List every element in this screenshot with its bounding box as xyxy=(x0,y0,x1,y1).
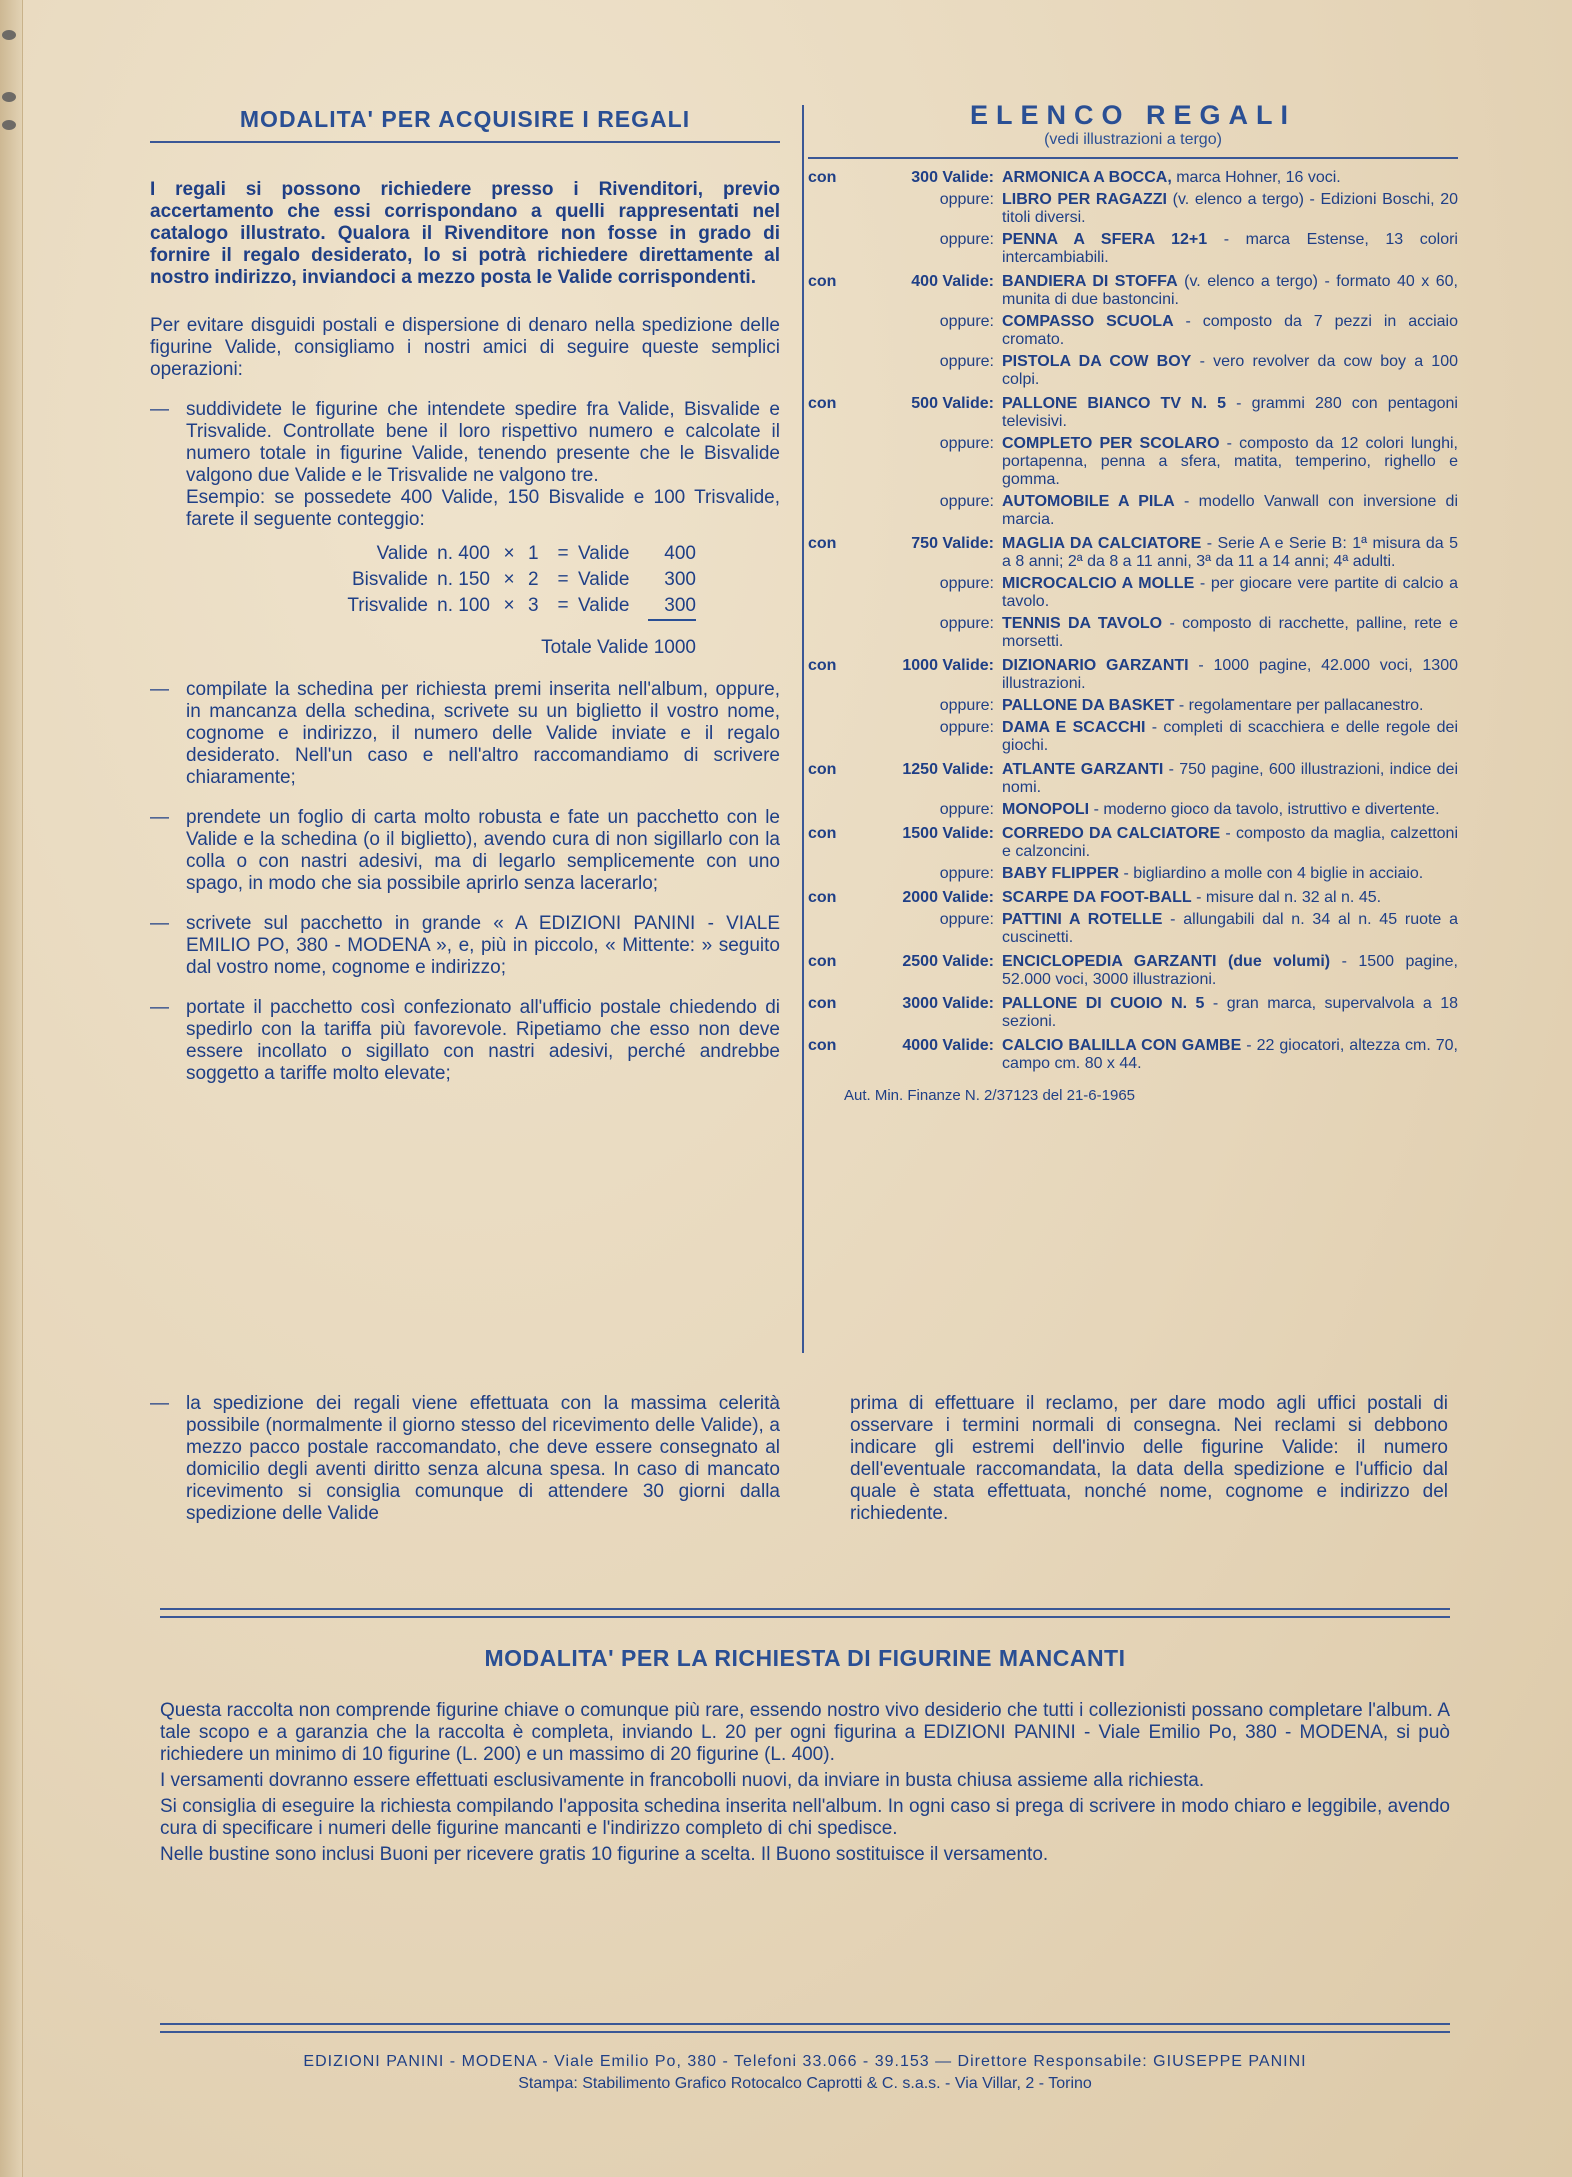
gift-con-label: con xyxy=(808,825,837,842)
gift-valide-threshold: 750 Valide: xyxy=(911,535,994,552)
count-label: Valide xyxy=(578,569,630,590)
equals-sign: = xyxy=(557,569,569,590)
gift-description: - marca Estense, 13 colori intercambiabili. xyxy=(1002,231,1458,266)
count-multiplier: 2 xyxy=(528,569,539,590)
binding-ring xyxy=(2,92,16,102)
gift-oppure-label: oppure: xyxy=(939,435,994,452)
gift-name: PATTINI A ROTELLE xyxy=(1002,911,1163,928)
gift-row xyxy=(808,535,1458,571)
count-multiplier: 1 xyxy=(528,543,539,564)
section-divider xyxy=(160,1608,1450,1618)
bullet-text: scrivete sul pacchetto in grande « A EDIZIONI PANINI - VIALE EMILIO PO, 380 - MODENA », e, più in piccolo, « Mittente: » seguito dal vostro nome, cognome e indirizzo; xyxy=(186,913,780,978)
times-sign: × xyxy=(503,595,515,616)
count-table xyxy=(186,541,780,661)
gift-description: - regolamentare per pallacanestro. xyxy=(1178,697,1424,714)
gift-description: - Serie A e Serie B: 1ª misura da 5 a 8 anni; 2ª da 8 a 11 anni, 3ª da 11 a 14 anni; 4ª adulti. xyxy=(1002,535,1459,570)
gift-oppure-label: oppure: xyxy=(939,575,994,592)
count-label: Valide xyxy=(578,543,630,564)
instructions-paragraph: Per evitare disguidi postali e dispersione di denaro nella spedizione delle figurine Valide, consigliamo i nostri amici di seguire queste semplici operazioni: xyxy=(150,315,780,380)
missing-paragraph: Questa raccolta non comprende figurine chiave o comunque più rare, essendo nostro vivo desiderio che tutti i collezionisti possano completare l'album. A tale scopo e a garanzia che la raccolta è completa, inviando L. 20 per ogni figurina a EDIZIONI PANINI - Viale Emilio Po, 380 - MODENA, si può richiedere un minimo di 10 figurine (L. 200) e un massimo di 20 figurine (L. 400). xyxy=(160,1700,1450,1765)
left-title-rule xyxy=(150,141,780,143)
gift-valide-threshold: 3000 Valide: xyxy=(902,995,994,1012)
gift-list xyxy=(808,169,1458,1073)
gift-row xyxy=(808,353,1458,389)
gift-name: DIZIONARIO GARZANTI xyxy=(1002,657,1189,674)
gift-description: - per giocare vere partite di calcio a tavolo. xyxy=(1002,575,1459,610)
bullet-item xyxy=(150,913,780,979)
count-name: Valide xyxy=(376,543,428,564)
gift-group xyxy=(808,395,1458,529)
count-number: n. 400 xyxy=(437,543,490,564)
count-row xyxy=(186,541,780,567)
count-row xyxy=(186,593,780,621)
gift-valide-threshold: 2000 Valide: xyxy=(902,889,994,906)
gift-name: BANDIERA DI STOFFA xyxy=(1002,273,1178,290)
gift-row xyxy=(808,231,1458,267)
gift-oppure-label: oppure: xyxy=(939,801,994,818)
gift-description: - composto da maglia, calzettoni e calzoncini. xyxy=(1002,825,1458,860)
gift-name: DAMA E SCACCHI xyxy=(1002,719,1146,736)
gift-group xyxy=(808,889,1458,947)
equals-sign: = xyxy=(557,595,569,616)
gift-con-label: con xyxy=(808,273,837,290)
gift-row xyxy=(808,1037,1458,1073)
bullet-dash: — xyxy=(150,1393,169,1414)
gift-description: - composto da 12 colori lunghi, portapenna, penna a sfera, matita, temperino, righello e gomma. xyxy=(1002,435,1458,488)
gift-name: SCARPE DA FOOT-BALL xyxy=(1002,889,1192,906)
gift-description: - 1000 pagine, 42.000 voci, 1300 illustrazioni. xyxy=(1002,657,1459,692)
bullet-dash: — xyxy=(150,913,169,934)
gift-description: - grammi 280 con pentagoni televisivi. xyxy=(1002,395,1458,430)
gift-row xyxy=(808,889,1458,907)
gift-row xyxy=(808,313,1458,349)
gift-oppure-label: oppure: xyxy=(939,493,994,510)
footer xyxy=(160,2052,1450,2094)
count-number: n. 150 xyxy=(437,569,490,590)
gift-row xyxy=(808,911,1458,947)
gift-name: COMPASSO SCUOLA xyxy=(1002,313,1174,330)
count-value: 300 xyxy=(664,569,696,590)
gift-oppure-label: oppure: xyxy=(939,719,994,736)
gift-row xyxy=(808,719,1458,755)
gift-name: COMPLETO PER SCOLARO xyxy=(1002,435,1220,452)
bullet-text: prendete un foglio di carta molto robusta e fate un pacchetto con le Valide e la schedina (o il biglietto), avendo cura di non sigillarlo con la colla o con nastri adesivi, ma di legarlo semplicemente con uno spago, in modo che sia possibile aprirlo senza lacerarlo; xyxy=(186,807,780,894)
gift-row xyxy=(808,575,1458,611)
gift-con-label: con xyxy=(808,761,837,778)
gift-valide-threshold: 1500 Valide: xyxy=(902,825,994,842)
gift-con-label: con xyxy=(808,889,837,906)
gift-group xyxy=(808,995,1458,1031)
gift-description: (v. elenco a tergo) - Edizioni Boschi, 20 titoli diversi. xyxy=(1002,191,1459,226)
gift-description: - modello Vanwall con inversione di marcia. xyxy=(1002,493,1458,528)
gift-group xyxy=(808,657,1458,755)
gift-description: - 1500 pagine, 52.000 voci, 3000 illustrazioni. xyxy=(1002,953,1458,988)
bullet-dash: — xyxy=(150,807,169,828)
count-value: 400 xyxy=(664,543,696,564)
binding-edge xyxy=(0,0,23,2177)
gift-row xyxy=(808,761,1458,797)
gift-name: MAGLIA DA CALCIATORE xyxy=(1002,535,1202,552)
continuation-paragraph: prima di effettuare il reclamo, per dare modo agli uffici postali di osservare i termini normali di consegna. Nei reclami si debbono indicare gli estremi dell'invio delle figurine Valide: il numero dell'eventuale raccomandata, la data della spedizione e l'ufficio dal quale è stata effettuata, nonché nome, cognome e indirizzo del richiedente. xyxy=(850,1393,1448,1524)
gift-valide-threshold: 2500 Valide: xyxy=(902,953,994,970)
gift-con-label: con xyxy=(808,995,837,1012)
gift-valide-threshold: 400 Valide: xyxy=(911,273,994,290)
times-sign: × xyxy=(503,569,515,590)
count-name: Bisvalide xyxy=(351,569,428,590)
gift-name: PISTOLA DA COW BOY xyxy=(1002,353,1192,370)
gift-valide-threshold: 500 Valide: xyxy=(911,395,994,412)
gift-name: ATLANTE GARZANTI xyxy=(1002,761,1164,778)
binding-ring xyxy=(2,120,16,130)
left-column xyxy=(150,100,780,1085)
missing-paragraph: I versamenti dovranno essere effettuati esclusivamente in francobolli nuovi, da inviare in busta chiusa assieme alla richiesta. xyxy=(160,1770,1205,1791)
gift-list-subtitle: (vedi illustrazioni a tergo) xyxy=(1044,131,1222,148)
gift-row xyxy=(808,273,1458,309)
gift-row xyxy=(808,191,1458,227)
gift-description: marca Hohner, 16 voci. xyxy=(1176,169,1341,186)
gift-group xyxy=(808,535,1458,651)
gift-row xyxy=(808,697,1458,715)
gift-list-title: ELENCO REGALI xyxy=(969,100,1296,130)
authorization-note: Aut. Min. Finanze N. 2/37123 del 21-6-1965 xyxy=(844,1087,1136,1104)
gift-row xyxy=(808,615,1458,651)
gift-oppure-label: oppure: xyxy=(939,353,994,370)
gift-description: - 750 pagine, 600 illustrazioni, indice dei nomi. xyxy=(1002,761,1459,796)
footer-divider xyxy=(160,2023,1450,2033)
missing-paragraph: Nelle bustine sono inclusi Buoni per ricevere gratis 10 figurine a scelta. Il Buono sostituisce il versamento. xyxy=(160,1844,1049,1865)
gift-row xyxy=(808,953,1458,989)
bullet-item xyxy=(150,399,780,661)
bullet-dash: — xyxy=(150,399,169,420)
gift-description: - vero revolver da cow boy a 100 colpi. xyxy=(1002,353,1459,388)
gift-name: ENCICLOPEDIA GARZANTI (due volumi) xyxy=(1002,953,1331,970)
gift-description: - misure dal n. 32 al n. 45. xyxy=(1196,889,1382,906)
gift-valide-threshold: 1000 Valide: xyxy=(902,657,994,674)
gift-row xyxy=(808,825,1458,861)
gift-name: PALLONE DA BASKET xyxy=(1002,697,1175,714)
count-label: Valide xyxy=(578,595,630,616)
missing-paragraph: Si consiglia di eseguire la richiesta compilando l'apposita schedina inserita nell'album. In ogni caso si prega di scrivere in modo chiaro e leggibile, avendo cura di specificare i numeri delle figurine mancanti e l'indirizzo completo di chi spedisce. xyxy=(160,1796,1450,1839)
gift-name: BABY FLIPPER xyxy=(1002,865,1120,882)
gift-con-label: con xyxy=(808,395,837,412)
gift-row xyxy=(808,493,1458,529)
gift-description: (v. elenco a tergo) - formato 40 x 60, munita di due bastoncini. xyxy=(1002,273,1458,308)
column-divider xyxy=(802,105,804,1353)
count-total: Totale Valide 1000 xyxy=(541,637,696,658)
missing-stickers-section xyxy=(160,1700,1450,1870)
gift-row xyxy=(808,657,1458,693)
gift-row xyxy=(808,801,1458,819)
gift-valide-threshold: 300 Valide: xyxy=(911,169,994,186)
gift-name: PALLONE BIANCO TV N. 5 xyxy=(1002,395,1227,412)
gift-name: ARMONICA A BOCCA, xyxy=(1002,169,1172,186)
gift-group xyxy=(808,761,1458,819)
gift-list-rule xyxy=(808,157,1458,159)
gift-oppure-label: oppure: xyxy=(939,911,994,928)
bullet-item xyxy=(150,1393,780,1525)
gift-group xyxy=(808,169,1458,267)
left-title: MODALITA' PER ACQUISIRE I REGALI xyxy=(239,106,691,132)
gift-name: CORREDO DA CALCIATORE xyxy=(1002,825,1221,842)
gift-group xyxy=(808,273,1458,389)
bullet-text: compilate la schedina per richiesta premi inserita nell'album, oppure, in mancanza della schedina, scrivete su un biglietto il vostro nome, cognome e indirizzo, il numero delle Valide inviate e il regalo desiderato. Nell'un caso e nell'altro raccomandiamo di scrivere chiaramente; xyxy=(186,679,780,788)
gift-oppure-label: oppure: xyxy=(939,231,994,248)
gift-description: - allungabili dal n. 34 al n. 45 ruote a cuscinetti. xyxy=(1002,911,1458,946)
count-name: Trisvalide xyxy=(347,595,428,616)
gift-name: AUTOMOBILE A PILA xyxy=(1002,493,1175,510)
bullet-item xyxy=(150,997,780,1085)
bullet-text: portate il pacchetto così confezionato all'ufficio postale chiedendo di spedirlo con la tariffa più favorevole. Ripetiamo che esso non deve essere incollato o sigillato con nastri adesivi, perché andrebbe soggetto a tariffe molto elevate; xyxy=(186,997,780,1084)
count-number: n. 100 xyxy=(437,595,490,616)
count-row xyxy=(186,567,780,593)
gift-con-label: con xyxy=(808,535,837,552)
gift-name: PALLONE DI CUOIO N. 5 xyxy=(1002,995,1205,1012)
gift-valide-threshold: 4000 Valide: xyxy=(902,1037,994,1054)
gift-name: CALCIO BALILLA CON GAMBE xyxy=(1002,1037,1242,1054)
gift-group xyxy=(808,825,1458,883)
gift-row xyxy=(808,395,1458,431)
gift-row xyxy=(808,865,1458,883)
footer-publisher: EDIZIONI PANINI - MODENA - Viale Emilio Po, 380 - Telefoni 33.066 - 39.153 — Direttore Responsabile: GIUSEPPE PANINI xyxy=(303,2053,1307,2070)
bullet-text: suddividete le figurine che intendete spedire fra Valide, Bisvalide e Trisvalide. Controllate bene il loro rispettivo numero e calcolate il numero totale in figurine Valide, tenendo presente che le Bisvalide valgono due Valide e le Trisvalide ne valgono tre. xyxy=(186,399,780,486)
bullet-dash: — xyxy=(150,679,169,700)
bullet-text: la spedizione dei regali viene effettuata con la massima celerità possibile (normalmente il giorno stesso del ricevimento delle Valide), a mezzo pacco postale raccomandato, che deve essere consegnato al domicilio degli aventi diritto senza alcuna spesa. In caso di mancato ricevimento si consiglia comunque di attendere 30 giorni dalla spedizione delle Valide xyxy=(186,1393,780,1524)
gift-description: - composto di racchette, palline, rete e morsetti. xyxy=(1002,615,1458,650)
gift-description: - moderno gioco da tavolo, istruttivo e divertente. xyxy=(1093,801,1440,818)
gift-oppure-label: oppure: xyxy=(939,615,994,632)
times-sign: × xyxy=(503,543,515,564)
gift-con-label: con xyxy=(808,1037,837,1054)
gift-name: PENNA A SFERA 12+1 xyxy=(1002,231,1208,248)
gift-description: - completi di scacchiera e delle regole dei giochi. xyxy=(1002,719,1458,754)
gift-con-label: con xyxy=(808,953,837,970)
gift-row xyxy=(808,435,1458,489)
gift-oppure-label: oppure: xyxy=(939,697,994,714)
gift-con-label: con xyxy=(808,657,837,674)
equals-sign: = xyxy=(557,543,569,564)
count-value: 300 xyxy=(648,593,696,621)
gift-oppure-label: oppure: xyxy=(939,865,994,882)
footer-printer: Stampa: Stabilimento Grafico Rotocalco Caprotti & C. s.a.s. - Via Villar, 2 - Torino xyxy=(518,2075,1092,2092)
missing-stickers-title: MODALITA' PER LA RICHIESTA DI FIGURINE MANCANTI xyxy=(484,1645,1126,1671)
gift-row xyxy=(808,169,1458,187)
right-column xyxy=(808,100,1458,1104)
bullet-item xyxy=(150,679,780,789)
example-text: Esempio: se possedete 400 Valide, 150 Bisvalide e 100 Trisvalide, farete il seguente conteggio: xyxy=(186,487,780,530)
gift-con-label: con xyxy=(808,169,837,186)
gift-valide-threshold: 1250 Valide: xyxy=(902,761,994,778)
gift-row xyxy=(808,995,1458,1031)
gift-group xyxy=(808,1037,1458,1073)
gift-description: - composto da 7 pezzi in acciaio cromato. xyxy=(1002,313,1459,348)
intro-paragraph: I regali si possono richiedere presso i Rivenditori, previo accertamento che essi corrispondano a quelli rappresentati nel catalogo illustrato. Qualora il Rivenditore non fosse in grado di fornire il regalo desiderato, lo si potrà richiedere direttamente al nostro indirizzo, inviandoci a mezzo posta le Valide corrispondenti. xyxy=(150,179,780,288)
gift-oppure-label: oppure: xyxy=(939,191,994,208)
binding-ring xyxy=(2,30,16,40)
gift-name: TENNIS DA TAVOLO xyxy=(1002,615,1163,632)
gift-oppure-label: oppure: xyxy=(939,313,994,330)
count-multiplier: 3 xyxy=(528,595,539,616)
gift-description: - 22 giocatori, altezza cm. 70, campo cm. 80 x 44. xyxy=(1002,1037,1459,1072)
gift-group xyxy=(808,953,1458,989)
gift-name: LIBRO PER RAGAZZI xyxy=(1002,191,1168,208)
bullet-item xyxy=(150,807,780,895)
gift-name: MICROCALCIO A MOLLE xyxy=(1002,575,1195,592)
gift-name: MONOPOLI xyxy=(1002,801,1090,818)
gift-description: - bigliardino a molle con 4 biglie in acciaio. xyxy=(1123,865,1424,882)
gift-description: - gran marca, supervalvola a 18 sezioni. xyxy=(1002,995,1458,1030)
bullet-dash: — xyxy=(150,997,169,1018)
